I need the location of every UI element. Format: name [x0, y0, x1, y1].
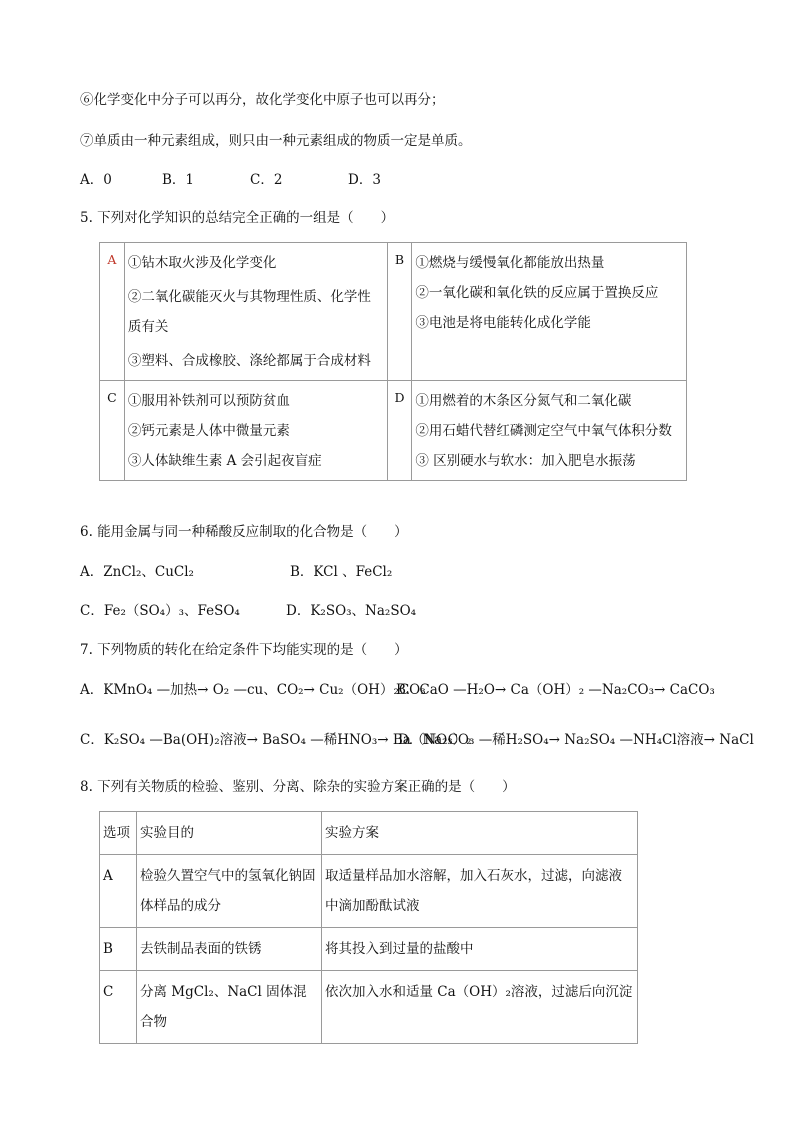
q4-options — [80, 170, 381, 190]
q5-label-d: D — [387, 381, 412, 481]
q5-a-item-3: ③塑料、合成橡胶、涤纶都属于合成材料 — [127, 353, 371, 369]
q8-stem: 8. 下列有关物质的检验、鉴别、分离、除杂的实验方案正确的是（ ） — [80, 779, 516, 795]
q4-option-a: A．0 — [80, 172, 112, 188]
q6-options-row1 — [80, 562, 392, 582]
q8-header-plan: 实验方案 — [322, 812, 638, 855]
q5-label-c: C — [100, 381, 125, 481]
q7-option-a: A．KMnO₄ —加热→ O₂ —cu、CO₂→ Cu₂（OH）₂CO₃ — [80, 682, 426, 698]
q6-option-a: A．ZnCl₂、CuCl₂ — [80, 564, 194, 580]
q6-option-c: C．Fe₂（SO₄）₃、FeSO₄ — [80, 603, 240, 619]
q8-row-b-option: B — [100, 928, 137, 971]
q8-table — [99, 811, 638, 1044]
q8-row-c-goal: 分离 MgCl₂、NaCl 固体混合物 — [137, 971, 322, 1044]
q8-row-c-plan: 依次加入水和适量 Ca（OH）₂溶液，过滤后向沉淀 — [322, 971, 638, 1044]
q7-option-b: B．CaO —H₂O→ Ca（OH）₂ —Na₂CO₃→ CaCO₃ — [396, 682, 715, 698]
q7-option-d: D．Na₂CO₃ —稀H₂SO₄→ Na₂SO₄ —NH₄Cl溶液→ NaCl — [398, 732, 754, 748]
q5-c-item-1: ①服用补铁剂可以预防贫血 — [127, 393, 290, 409]
q7-options-row1 — [80, 680, 715, 700]
q4-option-b: B．1 — [162, 172, 195, 188]
q5-stem: 5. 下列对化学知识的总结完全正确的一组是（ ） — [80, 210, 395, 226]
q8-header-goal: 实验目的 — [137, 812, 322, 855]
q6-option-d: D．K₂SO₃、Na₂SO₄ — [286, 603, 417, 619]
q4-option-d: D．3 — [348, 172, 381, 188]
q5-cell-d — [412, 381, 687, 481]
q5-c-item-3: ③人体缺维生素 A 会引起夜盲症 — [127, 453, 322, 469]
q5-d-item-2: ②用石蜡代替红磷测定空气中氧气体积分数 — [415, 423, 672, 439]
q7-options-row2 — [80, 730, 754, 750]
q5-d-item-3: ③ 区别硬水与软水：加入肥皂水振荡 — [415, 453, 636, 469]
q8-row-a-option: A — [100, 855, 137, 928]
q8-row-c-option: C — [100, 971, 137, 1044]
q8-header-row — [100, 812, 638, 855]
q8-row-b-plan: 将其投入到过量的盐酸中 — [322, 928, 638, 971]
q5-a-item-2: ②二氧化碳能灭火与其物理性质、化学性质有关 — [127, 289, 371, 335]
q7-option-c: C．K₂SO₄ —Ba(OH)₂溶液→ BaSO₄ —稀HNO₃→ Ba（NO₃）₂ — [80, 732, 472, 748]
q8-header-option: 选项 — [100, 812, 137, 855]
statement-7: ⑦单质由一种元素组成，则只由一种元素组成的物质一定是单质。 — [80, 133, 472, 149]
table-row — [100, 971, 638, 1044]
q5-b-item-3: ③电池是将电能转化成化学能 — [415, 315, 591, 331]
q5-d-item-1: ①用燃着的木条区分氮气和二氧化碳 — [415, 393, 632, 409]
q8-row-a-goal: 检验久置空气中的氢氧化钠固体样品的成分 — [137, 855, 322, 928]
q5-cell-b — [412, 243, 687, 381]
q5-label-b: B — [387, 243, 412, 381]
q5-label-a: A — [100, 243, 125, 381]
q5-a-item-1: ①钻木取火涉及化学变化 — [127, 255, 277, 271]
q5-b-item-2: ②一氧化碳和氧化铁的反应属于置换反应 — [415, 285, 659, 301]
q5-table — [99, 242, 687, 481]
q4-option-c: C．2 — [250, 172, 283, 188]
q5-c-item-2: ②钙元素是人体中微量元素 — [127, 423, 290, 439]
q5-cell-c — [124, 381, 387, 481]
q6-options-row2 — [80, 601, 416, 621]
q7-stem: 7. 下列物质的转化在给定条件下均能实现的是（ ） — [80, 642, 408, 658]
q6-stem: 6. 能用金属与同一种稀酸反应制取的化合物是（ ） — [80, 524, 408, 540]
q6-option-b: B．KCl 、FeCl₂ — [290, 564, 393, 580]
q8-row-b-goal: 去铁制品表面的铁锈 — [137, 928, 322, 971]
q8-row-a-plan: 取适量样品加水溶解，加入石灰水，过滤，向滤液中滴加酚酞试液 — [322, 855, 638, 928]
statement-6: ⑥化学变化中分子可以再分，故化学变化中原子也可以再分； — [80, 92, 445, 108]
table-row — [100, 928, 638, 971]
table-row — [100, 855, 638, 928]
q5-cell-a — [124, 243, 387, 381]
q5-b-item-1: ①燃烧与缓慢氧化都能放出热量 — [415, 255, 605, 271]
